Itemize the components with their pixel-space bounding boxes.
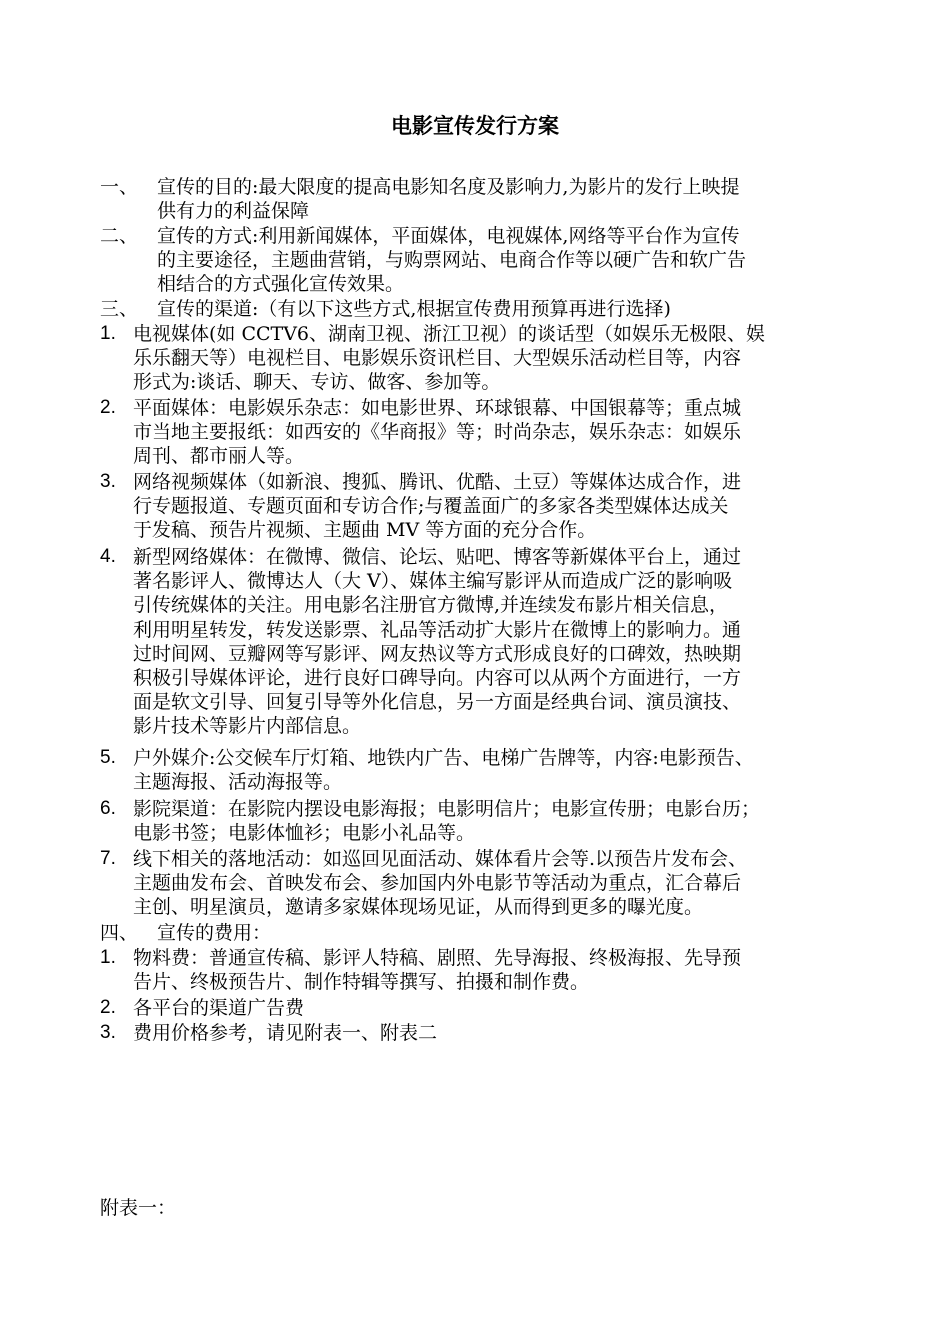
text-line: 过时间网、豆瓣网等写影评、网友热议等方式形成良好的口碑效，热映期 xyxy=(133,642,742,665)
text-line: 物料费：普通宣传稿、影评人特稿、剧照、先导海报、终极海报、先导预 xyxy=(133,947,742,969)
section-marker: 一、 xyxy=(100,176,139,198)
text-line: 面是软文引导、回复引导等外化信息，另一方面是经典台词、演员演技、 xyxy=(133,691,742,714)
text-line: 市当地主要报纸：如西安的《华商报》等；时尚杂志，娱乐杂志：如娱乐 xyxy=(133,421,742,444)
text-line: 周刊、都市丽人等。 xyxy=(133,445,305,468)
text-line: 各平台的渠道广告费 xyxy=(133,997,305,1019)
text-line: 主题曲发布会、首映发布会、参加国内外电影节等活动为重点，汇合幕后 xyxy=(133,872,742,895)
text-line: 乐乐翻天等）电视栏目、电影娱乐资讯栏目、大型娱乐活动栏目等，内容 xyxy=(133,347,742,370)
text-line: 影院渠道：在影院内摆设电影海报；电影明信片；电影宣传册；电影台历； xyxy=(133,798,761,820)
section-marker: 三、 xyxy=(100,298,139,320)
list-number: 2. xyxy=(100,397,116,418)
text-line: 形式为:谈话、聊天、专访、做客、参加等。 xyxy=(133,371,501,394)
text-line: 新型网络媒体：在微博、微信、论坛、贴吧、博客等新媒体平台上，通过 xyxy=(133,546,742,568)
text-line: 宣传的目的:最大限度的提高电影知名度及影响力,为影片的发行上映提 xyxy=(157,176,740,198)
text-line: 影片技术等影片内部信息。 xyxy=(133,715,362,738)
text-line: 宣传的费用： xyxy=(157,922,272,944)
section-marker: 四、 xyxy=(100,922,139,944)
text-line: 电影书签；电影体恤衫；电影小礼品等。 xyxy=(133,822,476,845)
list-number: 1. xyxy=(100,947,116,968)
text-line: 著名影评人、微博达人（大 V）、媒体主编写影评从而造成广泛的影响吸 xyxy=(133,570,733,593)
text-line: 平面媒体：电影娱乐杂志：如电影世界、环球银幕、中国银幕等；重点城 xyxy=(133,397,742,419)
text-line: 线下相关的落地活动：如巡回见面活动、媒体看片会等.以预告片发布会、 xyxy=(133,848,748,870)
list-number: 2. xyxy=(100,997,116,1018)
list-number: 3. xyxy=(100,471,116,492)
text-line: 宣传的渠道:（有以下这些方式,根据宣传费用预算再进行选择) xyxy=(157,298,671,320)
text-line: 告片、终极预告片、制作特辑等撰写、拍摄和制作费。 xyxy=(133,971,590,994)
text-line: 供有力的利益保障 xyxy=(157,200,310,223)
text-line: 主题海报、活动海报等。 xyxy=(133,771,343,794)
text-line: 网络视频媒体（如新浪、搜狐、腾讯、优酷、土豆）等媒体达成合作，进 xyxy=(133,471,742,493)
list-number: 6. xyxy=(100,798,116,819)
section-marker: 二、 xyxy=(100,225,139,247)
list-number: 5. xyxy=(100,747,116,768)
text-line: 于发稿、预告片视频、主题曲 MV 等方面的充分合作。 xyxy=(133,519,597,542)
text-line: 电视媒体(如 CCTV6、湖南卫视、浙江卫视）的谈话型（如娱乐无极限、娱 xyxy=(133,323,766,345)
text-line: 利用明星转发，转发送影票、礼品等活动扩大影片在微博上的影响力。通 xyxy=(133,618,742,641)
text-line: 宣传的方式:利用新闻媒体，平面媒体，电视媒体,网络等平台作为宣传 xyxy=(157,225,740,247)
text-line: 的主要途径，主题曲营销，与购票网站、电商合作等以硬广告和软广告 xyxy=(157,249,747,272)
text-line: 相结合的方式强化宣传效果。 xyxy=(157,273,405,296)
list-number: 7. xyxy=(100,848,116,869)
text-line: 引传统媒体的关注。用电影名注册官方微博,并连续发布影片相关信息， xyxy=(133,594,729,617)
appendix-label: 附表一： xyxy=(100,1197,177,1219)
document-title: 电影宣传发行方案 xyxy=(391,113,559,138)
text-line: 户外媒介:公交候车厅灯箱、地铁内广告、电梯广告牌等，内容:电影预告、 xyxy=(133,747,754,769)
text-line: 主创、明星演员，邀请多家媒体现场见证，从而得到更多的曝光度。 xyxy=(133,896,704,919)
text-line: 行专题报道、专题页面和专访合作;与覆盖面广的多家各类型媒体达成关 xyxy=(133,495,729,518)
list-number: 3. xyxy=(100,1022,116,1043)
list-number: 4. xyxy=(100,546,116,567)
text-line: 费用价格参考，请见附表一、附表二 xyxy=(133,1022,438,1044)
text-line: 积极引导媒体评论，进行良好口碑导向。内容可以从两个方面进行，一方 xyxy=(133,666,742,689)
list-number: 1. xyxy=(100,323,116,344)
